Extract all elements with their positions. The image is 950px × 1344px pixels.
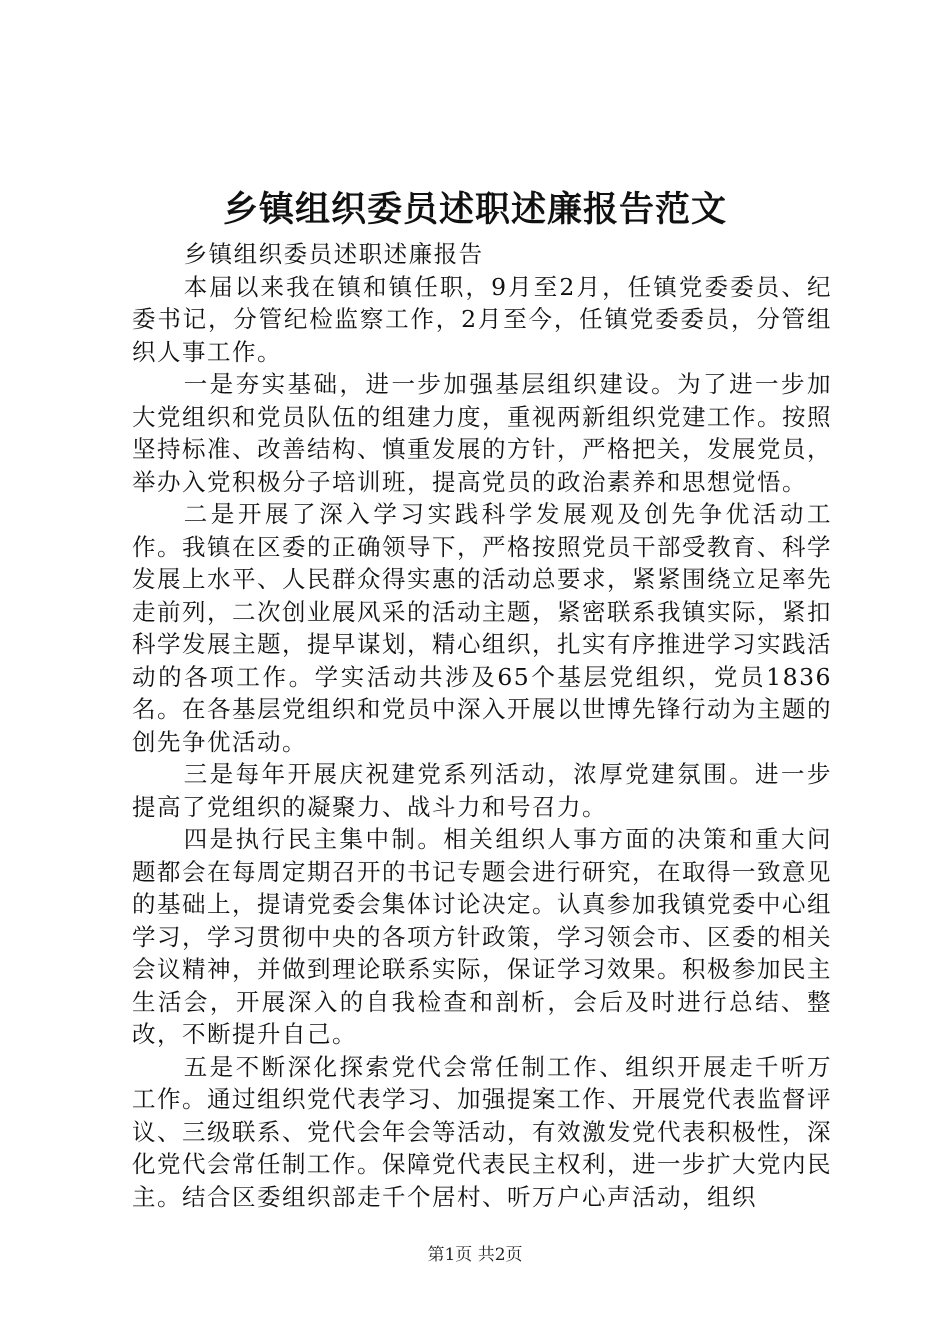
paragraph-point-2: 二是开展了深入学习实践科学发展观及创先争优活动工作。我镇在区委的正确领导下，严格按照党员干部受教育、科学发展上水平、人民群众得实惠的活动总要求，紧紧围绕立足率先走前列，二次创业展风采的活动主题，紧密联系我镇实际，紧扣科学发展主题，提早谋划，精心组织，扎实有序推进学习实践活动的各项工作。学实活动共涉及65个基层党组织，党员1836名。在各基层党组织和党员中深入开展以世博先锋行动为主题的创先争优活动。 [132, 500, 832, 756]
paragraph-point-5: 五是不断深化探索党代会常任制工作、组织开展走千听万工作。通过组织党代表学习、加强提案工作、开展党代表监督评议、三级联系、党代会年会等活动，有效激发党代表积极性，深化党代会常任制工作。保障党代表民主权利，进一步扩大党内民主。结合区委组织部走千个居村、听万户心声活动，组织 [132, 1052, 832, 1211]
paragraph-subtitle: 乡镇组织委员述职述廉报告 [183, 240, 484, 268]
paragraph-point-3: 三是每年开展庆祝建党系列活动，浓厚党建氛围。进一步提高了党组织的凝聚力、战斗力和号召力。 [132, 760, 832, 821]
page-number-footer: 第1页 共2页 [427, 1245, 523, 1265]
paragraph-point-1: 一是夯实基础，进一步加强基层组织建设。为了进一步加大党组织和党员队伍的组建力度，重视两新组织党建工作。按照坚持标准、改善结构、慎重发展的方针，严格把关，发展党员，举办入党积极分子培训班，提高党员的政治素养和思想觉悟。 [132, 370, 832, 496]
document-title: 乡镇组织委员述职述廉报告范文 [222, 189, 727, 230]
document-body [132, 238, 832, 1213]
paragraph-point-4: 四是执行民主集中制。相关组织人事方面的决策和重大问题都会在每周定期召开的书记专题会进行研究，在取得一致意见的基础上，提请党委会集体讨论决定。认真参加我镇党委中心组学习，学习贯彻中央的各项方针政策，学习领会市、区委的相关会议精神，并做到理论联系实际，保证学习效果。积极参加民主生活会，开展深入的自我检查和剖析，会后及时进行总结、整改，不断提升自己。 [132, 825, 832, 1048]
paragraph-intro: 本届以来我在镇和镇任职，9月至2月，任镇党委委员、纪委书记，分管纪检监察工作，2月至今，任镇党委委员，分管组织人事工作。 [132, 272, 832, 366]
